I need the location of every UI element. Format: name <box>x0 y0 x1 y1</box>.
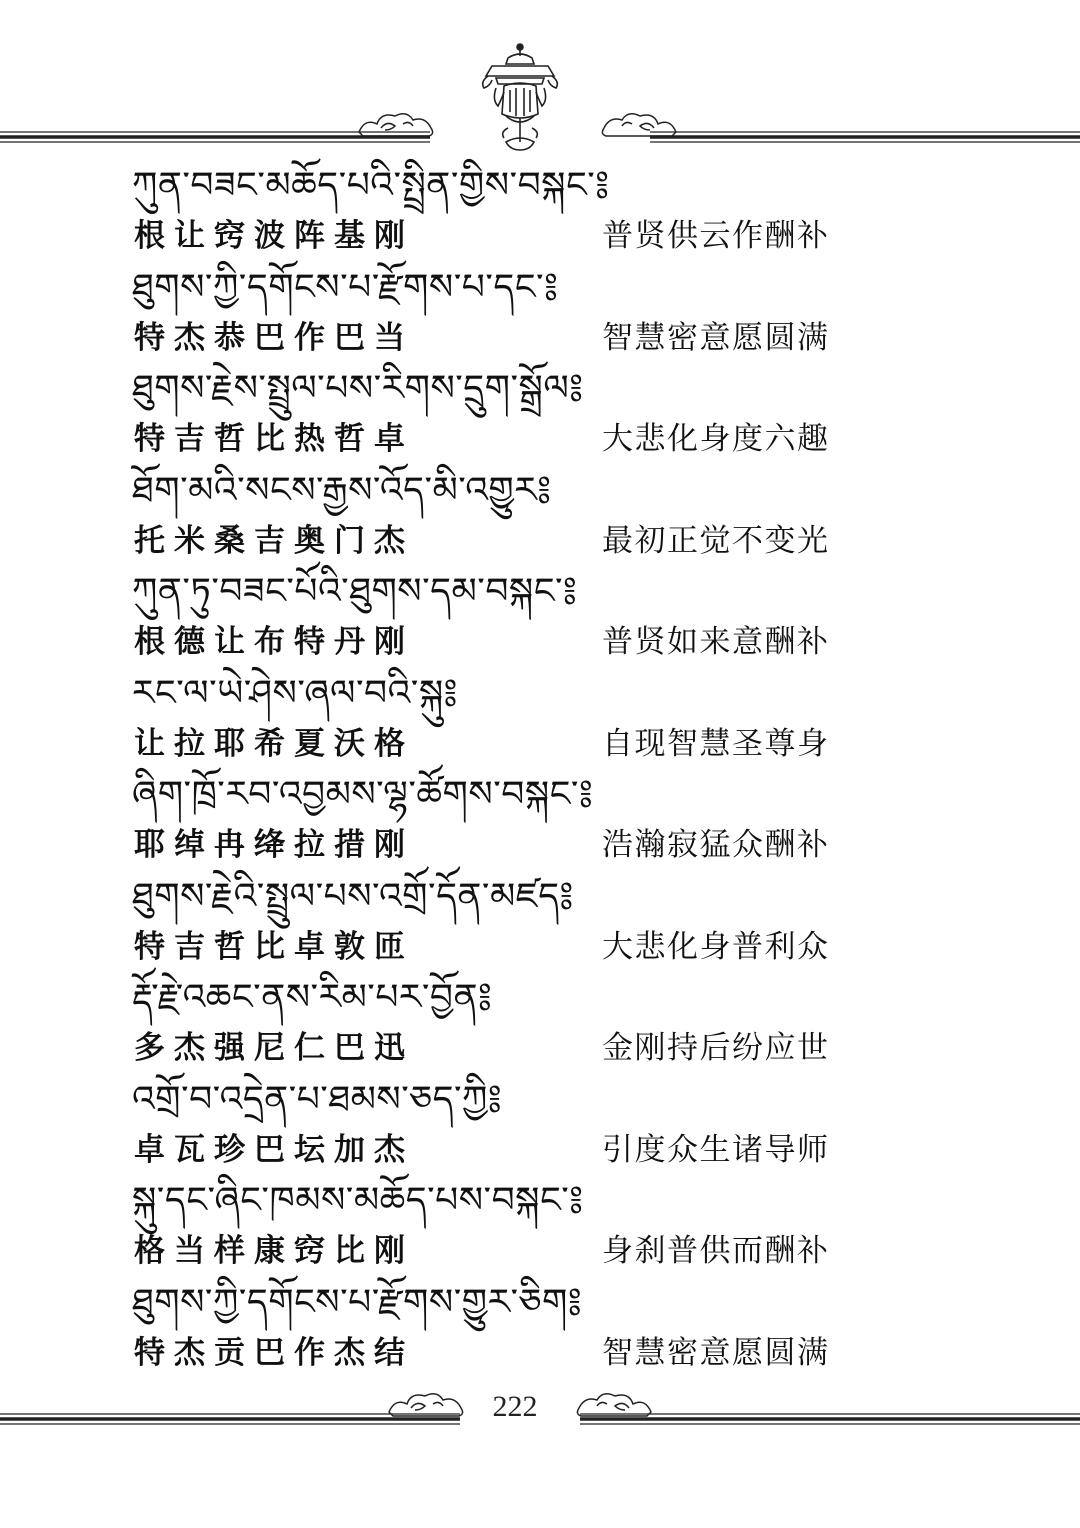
pronunciation-line: 特吉哲比热哲卓 <box>134 421 414 457</box>
pronunciation-line: 根让窍波阵基刚 <box>134 218 414 254</box>
tibetan-line: ཀུན་ཏུ་བཟང་པོའི་ཐུགས་དམ་བསྐང་༔ <box>132 571 578 612</box>
verse <box>132 1277 892 1379</box>
tibetan-line: སྐུ་དང་ཞིང་ཁམས་མཆོད་པས་བསྐང་༔ <box>132 1180 584 1221</box>
tibetan-line: རྡོ་རྗེ་འཆང་ནས་རིམ་པར་བྱོན༔ <box>132 977 493 1018</box>
tibetan-line: ཀུན་བཟང་མཆོད་པའི་སྤྲིན་གྱིས་བསྐང་༔ <box>132 165 610 206</box>
verse <box>132 465 892 567</box>
pronunciation-line: 耶绰冉绛拉措刚 <box>134 827 414 863</box>
translation-line: 金刚持后纷应世 <box>602 1030 830 1066</box>
header-rule <box>0 130 1080 146</box>
verse <box>132 769 892 871</box>
pronunciation-line: 特吉哲比卓敦匝 <box>134 928 414 965</box>
footer-rule <box>0 1412 1080 1428</box>
tibetan-line: ཞིག་ཁྲོ་རབ་འབྱམས་ལྷ་ཚོགས་བསྐང་༔ <box>132 774 594 815</box>
translation-line: 身刹普供而酬补 <box>602 1233 830 1269</box>
translation-line: 大悲化身度六趣 <box>602 421 830 457</box>
verse <box>132 363 892 465</box>
verse <box>132 160 892 262</box>
pronunciation-line: 托米桑吉奥门杰 <box>134 522 414 559</box>
tibetan-line: འགྲོ་བ་འདྲེན་པ་ཐམས་ཅད་ཀྱི༔ <box>132 1078 503 1120</box>
pronunciation-line: 特杰贡巴作杰结 <box>134 1334 414 1371</box>
translation-line: 引度众生诸导师 <box>602 1131 830 1168</box>
pronunciation-line: 多杰强尼仁巴迅 <box>134 1030 414 1066</box>
translation-line: 智慧密意愿圆满 <box>602 319 830 356</box>
translation-line: 大悲化身普利众 <box>602 928 830 965</box>
verse <box>132 262 892 364</box>
translation-line: 智慧密意愿圆满 <box>602 1334 830 1371</box>
tibetan-line: ཐུགས་ཀྱི་དགོངས་པ་རྫོགས་གྱུར་ཅིག༔ <box>132 1281 583 1323</box>
pronunciation-line: 让拉耶希夏沃格 <box>134 725 414 762</box>
verse <box>132 1175 892 1277</box>
pronunciation-line: 根德让布特丹刚 <box>134 624 414 660</box>
verse <box>132 1074 892 1176</box>
pronunciation-line: 卓瓦珍巴坛加杰 <box>134 1131 414 1168</box>
pronunciation-line: 格当样康窍比刚 <box>134 1233 414 1269</box>
tibetan-line: ཐུགས་ཀྱི་དགོངས་པ་རྫོགས་པ་དང་༔ <box>132 266 559 308</box>
tibetan-line: ཐུགས་རྗེའི་སྤྲུལ་པས་འགྲོ་དོན་མཛད༔ <box>132 875 574 917</box>
tibetan-line: རང་ལ་ཡེ་ཤེས་ཞལ་བའི་སྐུ༔ <box>132 672 458 714</box>
verse <box>132 972 892 1074</box>
verse <box>132 871 892 973</box>
verse <box>132 566 892 668</box>
translation-line: 普贤供云作酬补 <box>602 218 830 254</box>
translation-line: 最初正觉不变光 <box>602 522 830 559</box>
translation-line: 浩瀚寂猛众酬补 <box>602 827 830 863</box>
verse-list <box>132 160 892 1378</box>
tibetan-line: ཐོག་མའི་སངས་རྒྱས་འོད་མི་འགྱུར༔ <box>132 469 552 511</box>
verse <box>132 668 892 770</box>
pronunciation-line: 特杰恭巴作巴当 <box>134 319 414 356</box>
translation-line: 自现智慧圣尊身 <box>602 725 830 762</box>
page-number: 222 <box>492 1390 538 1423</box>
translation-line: 普贤如来意酬补 <box>602 624 830 660</box>
tibetan-line: ཐུགས་རྗེས་སྤྲུལ་པས་རིགས་དྲུག་སྒྲོལ༔ <box>132 368 584 409</box>
